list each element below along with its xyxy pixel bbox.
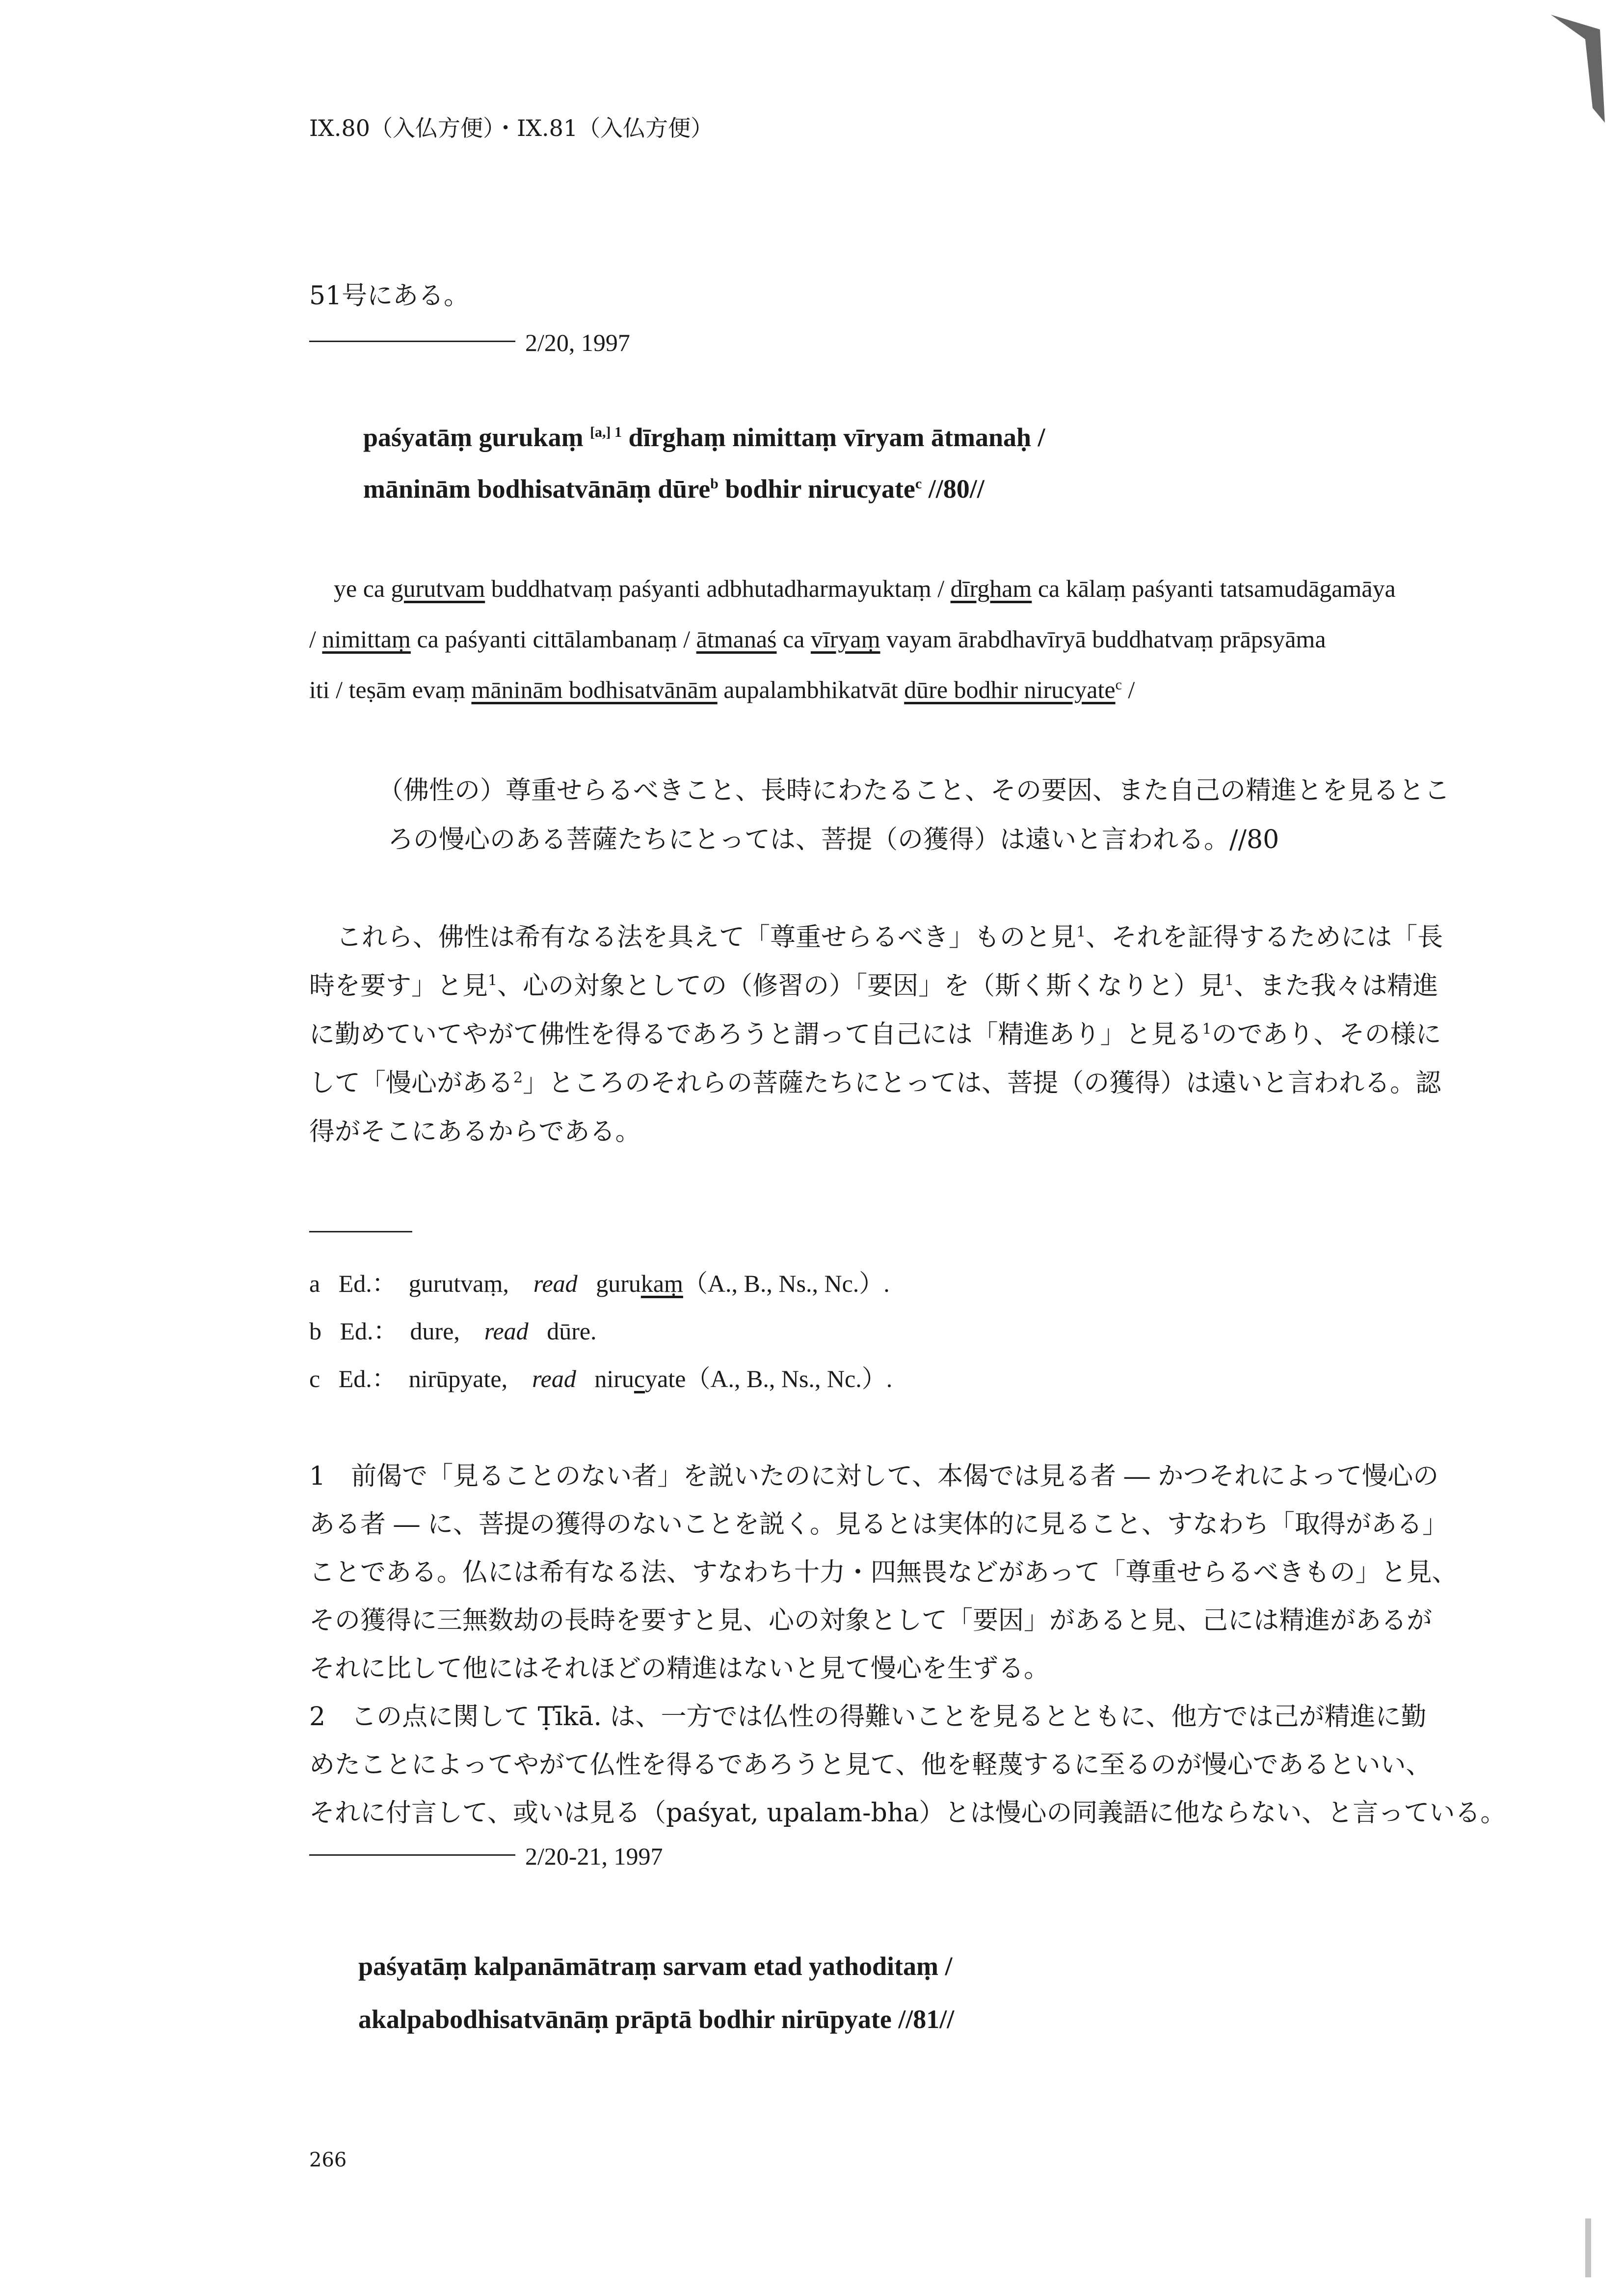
text: 時を要す」と見 bbox=[309, 971, 488, 1001]
verse-number: //80// bbox=[928, 474, 985, 504]
footnote-rule bbox=[309, 1231, 412, 1232]
verse-text: bodhir nirucyate bbox=[725, 474, 915, 504]
verse-text: dīrghaṃ nimittaṃ vīryam ātmanaḥ / bbox=[628, 423, 1045, 452]
note-text: read bbox=[533, 1270, 578, 1297]
separator-rule bbox=[309, 341, 515, 342]
underlined-term: dūre bodhir nirucyate bbox=[904, 676, 1116, 703]
date-text: 2/20, 1997 bbox=[525, 329, 630, 356]
note-text: Ed.： bbox=[340, 1317, 398, 1345]
text: に勤めていてやがて佛性を得るであろうと謂って自己には「精進あり」と見る bbox=[309, 1020, 1202, 1049]
translation-80-line-2: ろの慢心のある菩薩たちにとっては、菩提（の獲得）は遠いと言われる。//80 bbox=[388, 825, 1279, 854]
text: vayam ārabdhavīryā buddhatvaṃ prāpsyāma bbox=[886, 625, 1326, 653]
underlined-term: nimittaṃ bbox=[322, 625, 411, 653]
note-ref: 1 bbox=[488, 972, 498, 989]
note-label: c bbox=[309, 1365, 320, 1392]
underlined-term: gurutvam bbox=[391, 575, 485, 602]
commentary-line-2 bbox=[309, 625, 1326, 653]
page-number: 266 bbox=[309, 2149, 347, 2171]
note-ref: [a,] 1 bbox=[590, 424, 622, 440]
text: 」ところのそれらの菩薩たちにとっては、菩提（の獲得）は遠いと言われる。認 bbox=[523, 1068, 1441, 1098]
verse-80-line-2 bbox=[363, 474, 985, 504]
scan-edge-mark bbox=[1546, 10, 1610, 123]
note-text: yate（A., B., Ns., Nc.）. bbox=[645, 1365, 893, 1392]
text: buddhatvaṃ paśyanti adbhutadharmayuktaṃ / bbox=[491, 575, 945, 602]
text: ca bbox=[783, 625, 805, 653]
underlined-term: dīrgham bbox=[950, 575, 1032, 602]
scan-edge-mark bbox=[1580, 2218, 1600, 2282]
text: これら、佛性は希有なる法を具えて「尊重せらるべき」ものと見 bbox=[336, 923, 1077, 952]
footnote-1-line-4: その獲得に三無数劫の長時を要すと見、心の対象として「要因」があると見、己には精進があるが bbox=[309, 1606, 1433, 1635]
footnote-2-line-3: それに付言して、或いは見る（paśyat, upalam-bha）とは慢心の同義語に他ならない、と言っている。 bbox=[309, 1798, 1506, 1828]
note-text: guru bbox=[596, 1270, 641, 1297]
verse-text: māninām bodhisatvānāṃ dūre bbox=[363, 474, 711, 504]
text: 、心の対象としての（修習の）「要因」を（斯く斯くなりと）見 bbox=[497, 971, 1225, 1001]
footnote-1-line-1: 1 前偈で「見ることのない者」を説いたのに対して、本偈では見る者 ― かつそれによって慢心の bbox=[309, 1462, 1439, 1491]
note-text: dure, bbox=[410, 1317, 460, 1345]
translation-80-line-1: （佛性の）尊重せらるべきこと、長時にわたること、その要因、また自己の精進とを見るとこ bbox=[378, 776, 1450, 805]
text: のであり、その様に bbox=[1211, 1020, 1441, 1049]
explanation-line-2 bbox=[309, 965, 1438, 1002]
note-text: c bbox=[634, 1365, 645, 1392]
note-text: read bbox=[484, 1317, 529, 1345]
footnote-1-line-5: それに比して他にはそれほどの精進はないと見て慢心を生ずる。 bbox=[309, 1654, 1050, 1683]
explanation-line-4 bbox=[309, 1062, 1441, 1099]
footnote-1-line-2: ある者 ― に、菩提の獲得のないことを説く。見るとは実体的に見ること、すなわち「取得がある」 bbox=[309, 1510, 1448, 1539]
note-text: Ed.： bbox=[338, 1270, 397, 1297]
date-separator-2 bbox=[309, 1842, 663, 1871]
explanation-line-5: 得がそこにあるからである。 bbox=[309, 1117, 641, 1147]
note-ref: 2 bbox=[513, 1069, 523, 1087]
note-ref: 1 bbox=[1202, 1020, 1212, 1038]
text: / bbox=[1128, 676, 1135, 703]
explanation-line-1 bbox=[336, 916, 1443, 953]
note-text: dūre. bbox=[547, 1317, 597, 1345]
separator-rule bbox=[309, 1854, 515, 1856]
underlined-term: ātmanaś bbox=[696, 625, 777, 653]
verse-81-line-2: akalpabodhisatvānāṃ prāptā bodhir nirūpyate //81// bbox=[358, 2004, 955, 2034]
note-text: （A., B., Ns., Nc.）. bbox=[683, 1270, 890, 1297]
note-ref: 1 bbox=[1225, 972, 1234, 989]
underlined-term: vīryaṃ bbox=[810, 625, 880, 653]
note-text: read bbox=[532, 1365, 576, 1392]
note-text: Ed.： bbox=[338, 1365, 397, 1392]
textual-note-a bbox=[309, 1264, 890, 1299]
text: iti / teṣām evaṃ bbox=[309, 676, 465, 703]
note-label: b bbox=[309, 1317, 321, 1345]
note-ref: 1 bbox=[1076, 923, 1086, 941]
intro-line: 51号にある。 bbox=[309, 281, 470, 311]
note-ref: c bbox=[1115, 676, 1122, 693]
note-ref: c bbox=[915, 476, 922, 492]
note-text: niru bbox=[594, 1365, 634, 1392]
footnote-2-line-2: めたことによってやがて仏性を得るであろうと見て、他を軽蔑するに至るのが慢心であるといい、 bbox=[309, 1750, 1432, 1780]
verse-text: paśyatāṃ gurukaṃ bbox=[363, 423, 584, 452]
commentary-line-3 bbox=[309, 675, 1135, 704]
text: 、また我々は精進 bbox=[1234, 971, 1438, 1001]
footnote-1-line-3: ことである。仏には希有なる法、すなわち十力・四無畏などがあって「尊重せらるべきもの」と見、 bbox=[309, 1558, 1458, 1587]
date-text: 2/20-21, 1997 bbox=[525, 1842, 663, 1870]
text: 、それを証得するためには「長 bbox=[1086, 923, 1443, 952]
verse-81-line-1: paśyatāṃ kalpanāmātraṃ sarvam etad yathoditaṃ / bbox=[358, 1951, 953, 1981]
textual-note-b bbox=[309, 1311, 597, 1347]
text: / bbox=[309, 625, 316, 653]
commentary-line-1 bbox=[334, 574, 1396, 603]
note-text: gurutvaṃ, bbox=[408, 1270, 509, 1297]
text: ye ca bbox=[334, 575, 385, 602]
note-ref: b bbox=[710, 476, 719, 492]
note-text: kaṃ bbox=[640, 1270, 683, 1297]
underlined-term: māninām bodhisatvānām bbox=[471, 676, 718, 703]
text: ca kālaṃ paśyanti tatsamudāgamāya bbox=[1038, 575, 1396, 602]
textual-note-c bbox=[309, 1359, 892, 1394]
text: aupalambhikatvāt bbox=[723, 676, 898, 703]
date-separator-1 bbox=[309, 328, 630, 357]
explanation-line-3 bbox=[309, 1014, 1441, 1050]
verse-80-line-1 bbox=[363, 422, 1045, 453]
footnote-2-line-1: 2 この点に関して Ṭīkā. は、一方では仏性の得難いことを見るとともに、他方では己が精進に勤 bbox=[309, 1702, 1427, 1732]
text: して「慢心がある bbox=[309, 1068, 514, 1098]
note-label: a bbox=[309, 1270, 320, 1297]
note-text: nirūpyate, bbox=[408, 1365, 508, 1392]
running-header: IX.80（入仏方便）・IX.81（入仏方便） bbox=[309, 115, 714, 141]
text: ca paśyanti cittālambanaṃ / bbox=[417, 625, 691, 653]
